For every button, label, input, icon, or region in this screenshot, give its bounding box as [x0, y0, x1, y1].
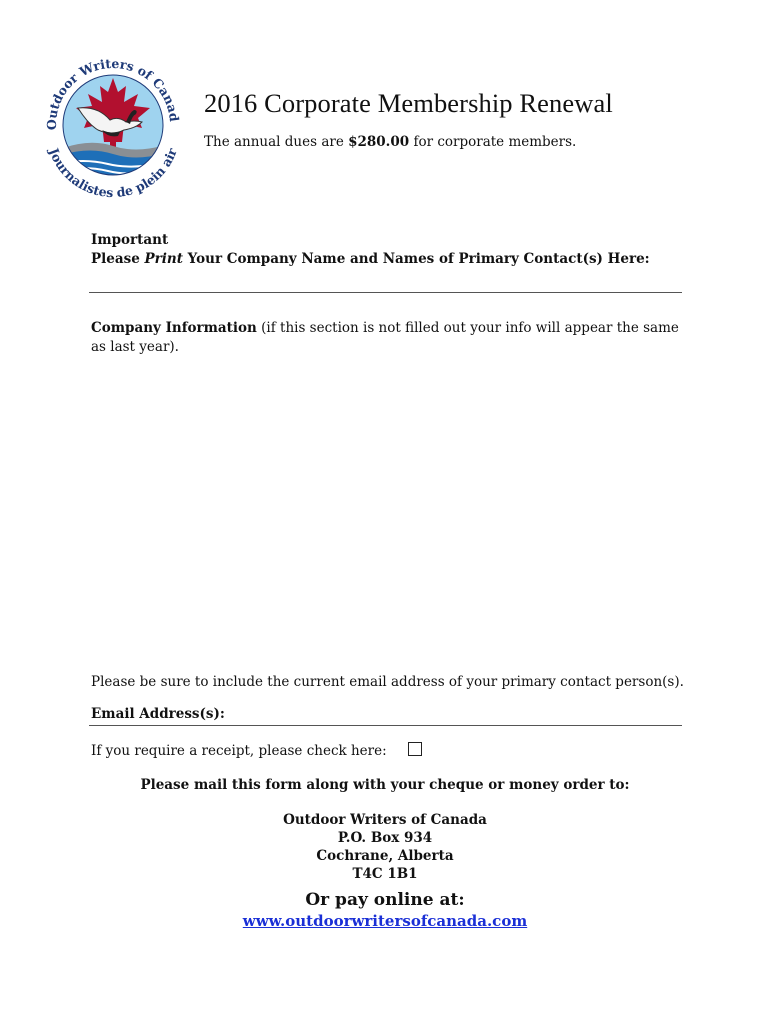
important-section: [91, 231, 650, 269]
address-line: T4C 1B1: [352, 866, 418, 882]
company-info-section[interactable]: [91, 319, 681, 357]
address-line: P.O. Box 934: [337, 830, 433, 846]
important-rest: Your Company Name and Names of Primary Contact(s) Here:: [182, 251, 650, 267]
logo-text-top: Outdoor Writers of Canad: [43, 55, 182, 131]
important-instruction: [91, 250, 650, 269]
address-line: Cochrane, Alberta: [316, 848, 454, 864]
dues-suffix: for corporate members.: [409, 134, 577, 150]
dues-amount: $280.00: [348, 134, 410, 150]
mail-instruction: Please mail this form along with your cheque or money order to:: [140, 777, 630, 793]
company-info-note: (if this section is not filled out your info will appear the same as last year).: [91, 320, 679, 355]
email-field-line[interactable]: [89, 725, 682, 726]
logo-text-bottom: Journalistes de plein air: [46, 146, 180, 200]
organization-logo-icon: [38, 50, 188, 200]
email-label: Email Address(s):: [91, 706, 225, 722]
website-link[interactable]: www.outdoorwritersofcanada.com: [242, 912, 528, 930]
dues-text: [204, 134, 576, 150]
logo: [38, 50, 188, 200]
company-info-label: Company Information: [91, 320, 257, 336]
important-please: Please: [91, 251, 145, 267]
important-print: Print: [144, 251, 183, 267]
page-title: 2016 Corporate Membership Renewal: [204, 88, 613, 118]
address-line: Outdoor Writers of Canada: [283, 812, 487, 828]
mailing-address: [0, 811, 770, 883]
receipt-checkbox[interactable]: [408, 742, 422, 756]
dues-prefix: The annual dues are: [204, 134, 349, 150]
important-heading: Important: [91, 232, 169, 248]
email-note: Please be sure to include the current email address of your primary contact person(s).: [91, 674, 684, 690]
company-name-field-line[interactable]: [89, 292, 682, 293]
pay-online-label: Or pay online at:: [305, 890, 465, 910]
receipt-label: If you require a receipt, please check here:: [91, 743, 387, 759]
